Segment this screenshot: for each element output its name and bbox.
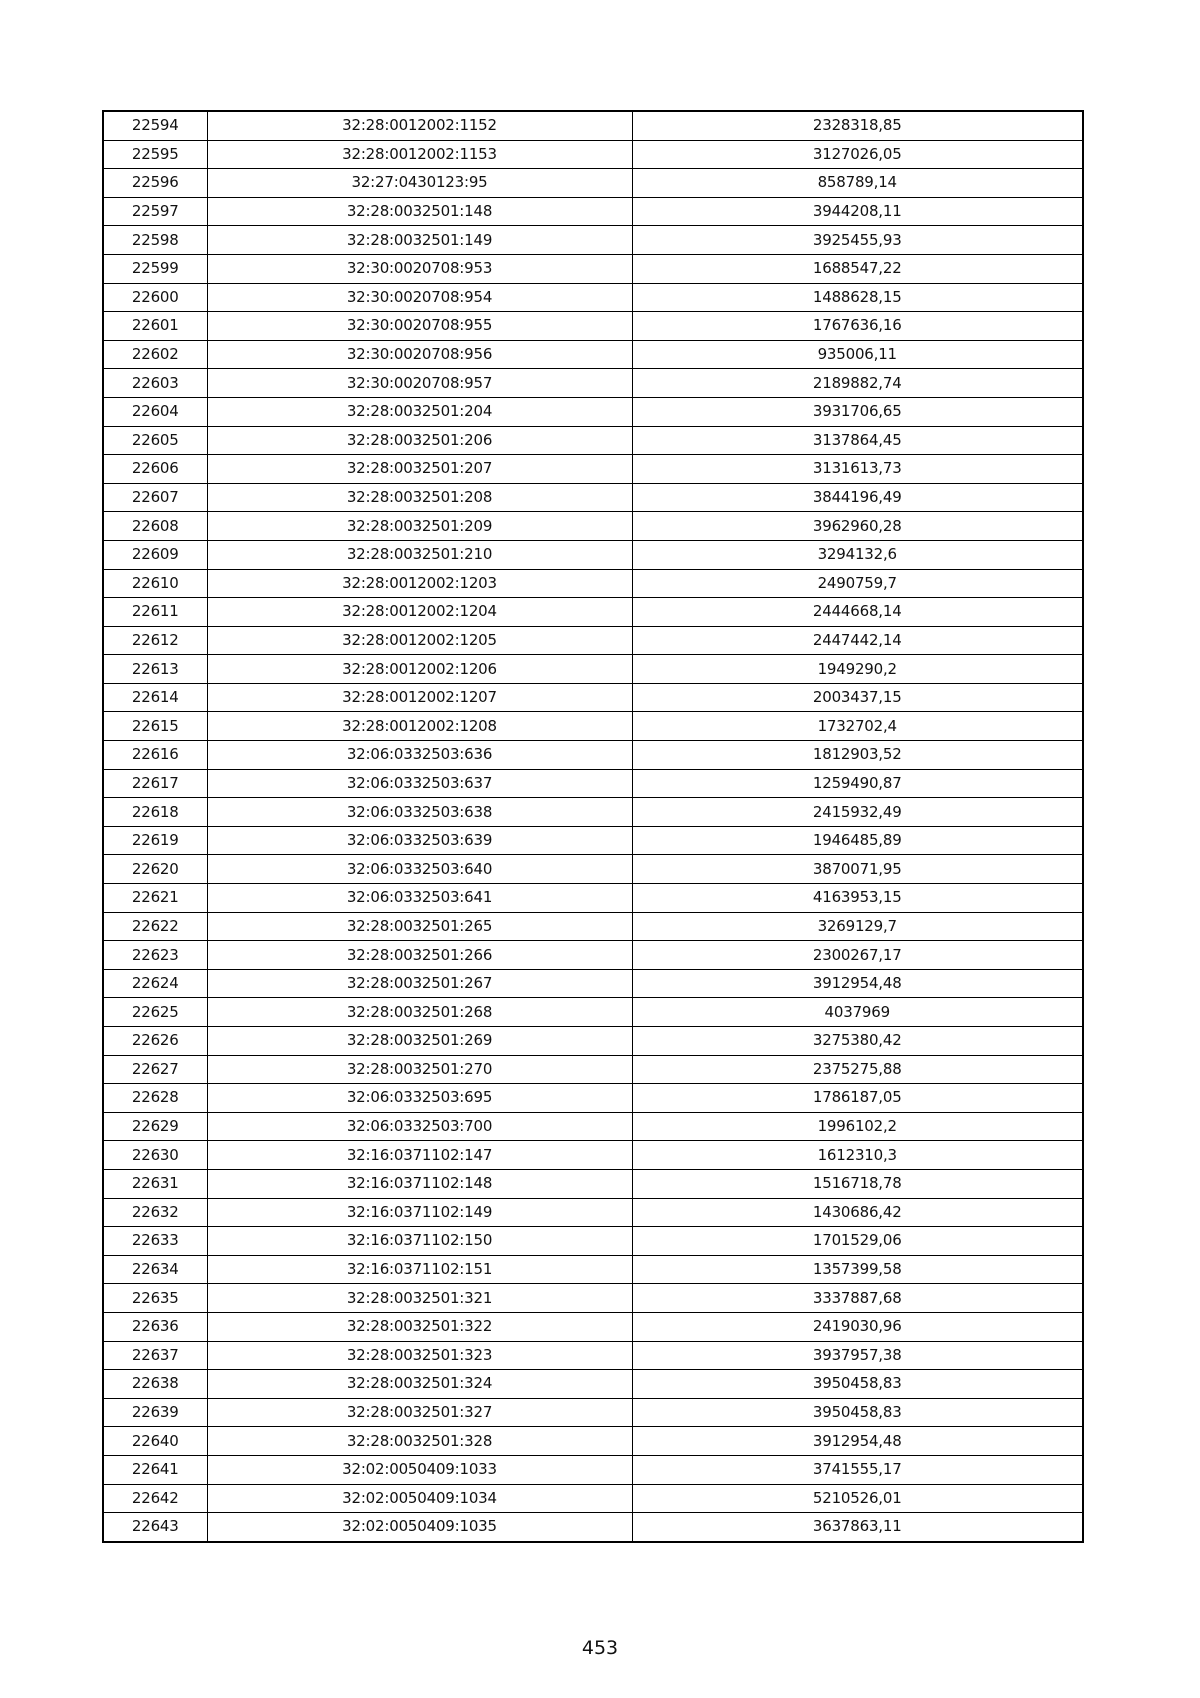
row-number-cell: 22601 — [103, 312, 207, 341]
cadastral-number-cell: 32:28:0032501:269 — [207, 1027, 632, 1056]
cadastral-number-cell: 32:28:0032501:266 — [207, 941, 632, 970]
value-cell: 2490759,7 — [632, 569, 1083, 598]
cadastral-number-cell: 32:28:0012002:1152 — [207, 111, 632, 140]
value-cell: 3294132,6 — [632, 540, 1083, 569]
row-number-cell: 22636 — [103, 1312, 207, 1341]
value-cell: 3275380,42 — [632, 1027, 1083, 1056]
row-number-cell: 22628 — [103, 1084, 207, 1113]
value-cell: 3741555,17 — [632, 1455, 1083, 1484]
table-row — [103, 1513, 1083, 1542]
value-cell: 1701529,06 — [632, 1227, 1083, 1256]
page-number: 453 — [581, 1637, 619, 1659]
table-row — [103, 1427, 1083, 1456]
table-row — [103, 483, 1083, 512]
table-row — [103, 397, 1083, 426]
table-row — [103, 1141, 1083, 1170]
cadastral-number-cell: 32:02:0050409:1034 — [207, 1484, 632, 1513]
cadastral-number-cell: 32:06:0332503:641 — [207, 884, 632, 913]
table-row — [103, 1198, 1083, 1227]
value-cell: 5210526,01 — [632, 1484, 1083, 1513]
cadastral-number-cell: 32:28:0032501:149 — [207, 226, 632, 255]
cadastral-number-cell: 32:28:0032501:206 — [207, 426, 632, 455]
table-row — [103, 683, 1083, 712]
row-number-cell: 22632 — [103, 1198, 207, 1227]
row-number-cell: 22607 — [103, 483, 207, 512]
row-number-cell: 22603 — [103, 369, 207, 398]
value-cell: 2300267,17 — [632, 941, 1083, 970]
row-number-cell: 22618 — [103, 798, 207, 827]
table-row — [103, 655, 1083, 684]
row-number-cell: 22619 — [103, 826, 207, 855]
table-row — [103, 1370, 1083, 1399]
row-number-cell: 22626 — [103, 1027, 207, 1056]
row-number-cell: 22625 — [103, 998, 207, 1027]
row-number-cell: 22634 — [103, 1255, 207, 1284]
cadastral-number-cell: 32:28:0012002:1203 — [207, 569, 632, 598]
table-row — [103, 998, 1083, 1027]
cadastral-number-cell: 32:28:0032501:204 — [207, 397, 632, 426]
row-number-cell: 22611 — [103, 598, 207, 627]
cadastral-number-cell: 32:28:0032501:209 — [207, 512, 632, 541]
value-cell: 3912954,48 — [632, 1427, 1083, 1456]
value-cell: 1949290,2 — [632, 655, 1083, 684]
value-cell: 1688547,22 — [632, 254, 1083, 283]
table-row — [103, 254, 1083, 283]
table-row — [103, 1341, 1083, 1370]
cadastral-number-cell: 32:28:0032501:270 — [207, 1055, 632, 1084]
value-cell: 1516718,78 — [632, 1169, 1083, 1198]
table-row — [103, 1455, 1083, 1484]
value-cell: 3337887,68 — [632, 1284, 1083, 1313]
value-cell: 3131613,73 — [632, 455, 1083, 484]
cadastral-number-cell: 32:30:0020708:954 — [207, 283, 632, 312]
table-body — [103, 111, 1083, 1542]
row-number-cell: 22617 — [103, 769, 207, 798]
cadastral-number-cell: 32:28:0012002:1205 — [207, 626, 632, 655]
row-number-cell: 22616 — [103, 741, 207, 770]
row-number-cell: 22624 — [103, 969, 207, 998]
value-cell: 1786187,05 — [632, 1084, 1083, 1113]
row-number-cell: 22615 — [103, 712, 207, 741]
table-row — [103, 741, 1083, 770]
row-number-cell: 22642 — [103, 1484, 207, 1513]
cadastral-number-cell: 32:28:0032501:324 — [207, 1370, 632, 1399]
table-row — [103, 826, 1083, 855]
table-row — [103, 1112, 1083, 1141]
row-number-cell: 22622 — [103, 912, 207, 941]
table-row — [103, 140, 1083, 169]
row-number-cell: 22627 — [103, 1055, 207, 1084]
cadastral-number-cell: 32:06:0332503:637 — [207, 769, 632, 798]
row-number-cell: 22612 — [103, 626, 207, 655]
value-cell: 1259490,87 — [632, 769, 1083, 798]
table-row — [103, 197, 1083, 226]
cadastral-number-cell: 32:16:0371102:148 — [207, 1169, 632, 1198]
value-cell: 3269129,7 — [632, 912, 1083, 941]
value-cell: 1357399,58 — [632, 1255, 1083, 1284]
cadastral-number-cell: 32:28:0032501:208 — [207, 483, 632, 512]
cadastral-number-cell: 32:27:0430123:95 — [207, 169, 632, 198]
cadastral-number-cell: 32:28:0032501:267 — [207, 969, 632, 998]
table-row — [103, 1398, 1083, 1427]
cadastral-number-cell: 32:28:0012002:1204 — [207, 598, 632, 627]
cadastral-number-cell: 32:30:0020708:953 — [207, 254, 632, 283]
value-cell: 3127026,05 — [632, 140, 1083, 169]
row-number-cell: 22595 — [103, 140, 207, 169]
value-cell: 3950458,83 — [632, 1370, 1083, 1399]
cadastral-number-cell: 32:28:0032501:207 — [207, 455, 632, 484]
row-number-cell: 22621 — [103, 884, 207, 913]
table-row — [103, 1255, 1083, 1284]
value-cell: 2419030,96 — [632, 1312, 1083, 1341]
cadastral-number-cell: 32:16:0371102:149 — [207, 1198, 632, 1227]
table-row — [103, 1484, 1083, 1513]
row-number-cell: 22614 — [103, 683, 207, 712]
table-row — [103, 369, 1083, 398]
table-row — [103, 1312, 1083, 1341]
value-cell: 3931706,65 — [632, 397, 1083, 426]
row-number-cell: 22594 — [103, 111, 207, 140]
cadastral-number-cell: 32:28:0032501:268 — [207, 998, 632, 1027]
value-cell: 1996102,2 — [632, 1112, 1083, 1141]
row-number-cell: 22613 — [103, 655, 207, 684]
row-number-cell: 22610 — [103, 569, 207, 598]
row-number-cell: 22639 — [103, 1398, 207, 1427]
value-cell: 2003437,15 — [632, 683, 1083, 712]
table-row — [103, 769, 1083, 798]
table-row — [103, 1227, 1083, 1256]
table-row — [103, 569, 1083, 598]
table-row — [103, 1055, 1083, 1084]
row-number-cell: 22605 — [103, 426, 207, 455]
cadastral-number-cell: 32:02:0050409:1033 — [207, 1455, 632, 1484]
value-cell: 2444668,14 — [632, 598, 1083, 627]
cadastral-number-cell: 32:28:0032501:327 — [207, 1398, 632, 1427]
table-row — [103, 798, 1083, 827]
cadastral-number-cell: 32:28:0032501:321 — [207, 1284, 632, 1313]
cadastral-number-cell: 32:06:0332503:640 — [207, 855, 632, 884]
row-number-cell: 22637 — [103, 1341, 207, 1370]
value-cell: 3637863,11 — [632, 1513, 1083, 1542]
table-row — [103, 712, 1083, 741]
cadastral-number-cell: 32:16:0371102:150 — [207, 1227, 632, 1256]
row-number-cell: 22599 — [103, 254, 207, 283]
value-cell: 4037969 — [632, 998, 1083, 1027]
cadastral-number-cell: 32:16:0371102:151 — [207, 1255, 632, 1284]
value-cell: 935006,11 — [632, 340, 1083, 369]
value-cell: 1488628,15 — [632, 283, 1083, 312]
table-row — [103, 340, 1083, 369]
cadastral-number-cell: 32:16:0371102:147 — [207, 1141, 632, 1170]
value-cell: 4163953,15 — [632, 884, 1083, 913]
cadastral-number-cell: 32:28:0012002:1208 — [207, 712, 632, 741]
table-row — [103, 1169, 1083, 1198]
value-cell: 3137864,45 — [632, 426, 1083, 455]
row-number-cell: 22641 — [103, 1455, 207, 1484]
value-cell: 1812903,52 — [632, 741, 1083, 770]
cadastral-number-cell: 32:28:0032501:322 — [207, 1312, 632, 1341]
value-cell: 3912954,48 — [632, 969, 1083, 998]
row-number-cell: 22597 — [103, 197, 207, 226]
table-row — [103, 598, 1083, 627]
table-row — [103, 1284, 1083, 1313]
table-row — [103, 455, 1083, 484]
value-cell: 2328318,85 — [632, 111, 1083, 140]
table-row — [103, 226, 1083, 255]
row-number-cell: 22643 — [103, 1513, 207, 1542]
cadastral-number-cell: 32:30:0020708:956 — [207, 340, 632, 369]
table-row — [103, 512, 1083, 541]
table-row — [103, 540, 1083, 569]
value-cell: 3944208,11 — [632, 197, 1083, 226]
table-row — [103, 111, 1083, 140]
row-number-cell: 22596 — [103, 169, 207, 198]
cadastral-number-cell: 32:06:0332503:638 — [207, 798, 632, 827]
value-cell: 1430686,42 — [632, 1198, 1083, 1227]
table-row — [103, 941, 1083, 970]
row-number-cell: 22602 — [103, 340, 207, 369]
row-number-cell: 22633 — [103, 1227, 207, 1256]
row-number-cell: 22608 — [103, 512, 207, 541]
row-number-cell: 22600 — [103, 283, 207, 312]
row-number-cell: 22638 — [103, 1370, 207, 1399]
table-row — [103, 1027, 1083, 1056]
table-row — [103, 626, 1083, 655]
table-row — [103, 969, 1083, 998]
cadastral-number-cell: 32:06:0332503:639 — [207, 826, 632, 855]
row-number-cell: 22598 — [103, 226, 207, 255]
row-number-cell: 22631 — [103, 1169, 207, 1198]
cadastral-number-cell: 32:28:0032501:148 — [207, 197, 632, 226]
row-number-cell: 22635 — [103, 1284, 207, 1313]
row-number-cell: 22623 — [103, 941, 207, 970]
row-number-cell: 22640 — [103, 1427, 207, 1456]
cadastral-number-cell: 32:30:0020708:957 — [207, 369, 632, 398]
row-number-cell: 22629 — [103, 1112, 207, 1141]
cadastral-number-cell: 32:02:0050409:1035 — [207, 1513, 632, 1542]
value-cell: 858789,14 — [632, 169, 1083, 198]
table-row — [103, 169, 1083, 198]
cadastral-number-cell: 32:28:0012002:1207 — [207, 683, 632, 712]
value-cell: 1767636,16 — [632, 312, 1083, 341]
cadastral-number-cell: 32:06:0332503:700 — [207, 1112, 632, 1141]
cadastral-number-cell: 32:06:0332503:636 — [207, 741, 632, 770]
value-cell: 3844196,49 — [632, 483, 1083, 512]
row-number-cell: 22609 — [103, 540, 207, 569]
value-cell: 3962960,28 — [632, 512, 1083, 541]
value-cell: 2415932,49 — [632, 798, 1083, 827]
row-number-cell: 22630 — [103, 1141, 207, 1170]
value-cell: 2189882,74 — [632, 369, 1083, 398]
value-cell: 3937957,38 — [632, 1341, 1083, 1370]
cadastral-number-cell: 32:28:0032501:328 — [207, 1427, 632, 1456]
cadastral-number-cell: 32:28:0012002:1206 — [207, 655, 632, 684]
table-row — [103, 283, 1083, 312]
value-cell: 1946485,89 — [632, 826, 1083, 855]
value-cell: 2375275,88 — [632, 1055, 1083, 1084]
value-cell: 3870071,95 — [632, 855, 1083, 884]
cadastral-number-cell: 32:28:0032501:265 — [207, 912, 632, 941]
cadastral-number-cell: 32:28:0012002:1153 — [207, 140, 632, 169]
row-number-cell: 22620 — [103, 855, 207, 884]
row-number-cell: 22606 — [103, 455, 207, 484]
table-row — [103, 855, 1083, 884]
value-cell: 1732702,4 — [632, 712, 1083, 741]
table-row — [103, 426, 1083, 455]
cadastral-number-cell: 32:28:0032501:210 — [207, 540, 632, 569]
cadastral-number-cell: 32:28:0032501:323 — [207, 1341, 632, 1370]
row-number-cell: 22604 — [103, 397, 207, 426]
cadastral-number-cell: 32:30:0020708:955 — [207, 312, 632, 341]
table-row — [103, 312, 1083, 341]
value-cell: 2447442,14 — [632, 626, 1083, 655]
value-cell: 3925455,93 — [632, 226, 1083, 255]
cadastral-number-cell: 32:06:0332503:695 — [207, 1084, 632, 1113]
value-cell: 1612310,3 — [632, 1141, 1083, 1170]
table-row — [103, 912, 1083, 941]
value-cell: 3950458,83 — [632, 1398, 1083, 1427]
table-row — [103, 1084, 1083, 1113]
cadastral-table — [102, 110, 1084, 1543]
table-row — [103, 884, 1083, 913]
